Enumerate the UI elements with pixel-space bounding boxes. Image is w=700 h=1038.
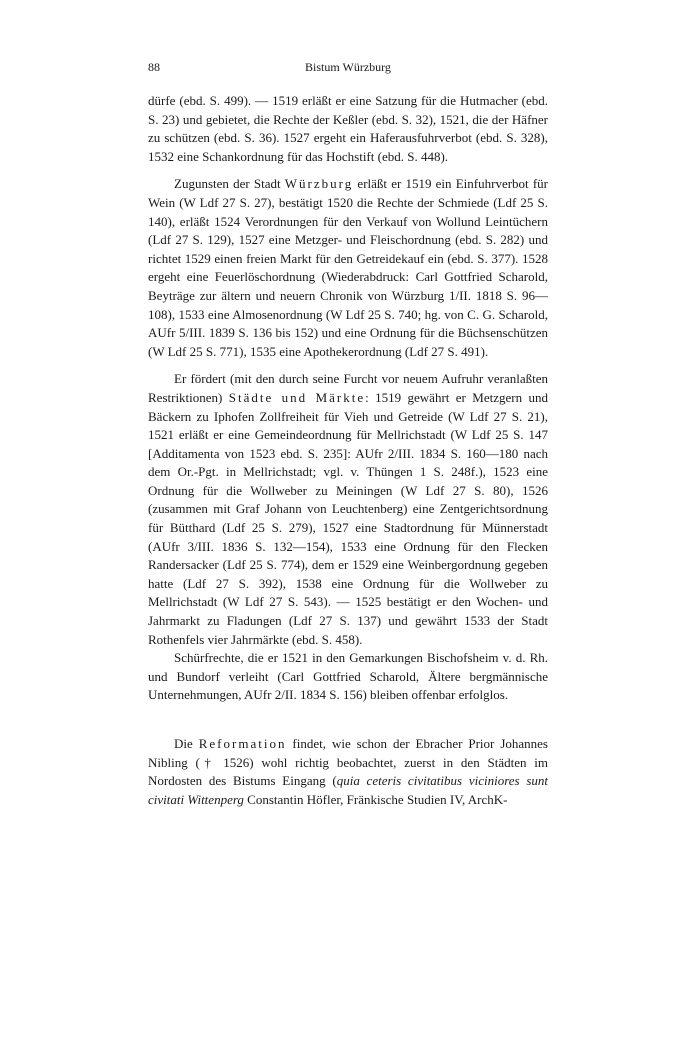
page-header — [148, 58, 548, 76]
spaced-reformation: Reformation — [198, 736, 287, 751]
paragraph-3-part-b: : 1519 gewährt er Metzgern und Bäckern zu Iphofen Zollfreiheit für Vieh und Getreide (W Ldf 27 S. 21), 1521 erläßt er eine Gemeindeordnung für Mellrichstadt (W Ldf 25 S. 147 [Additamenta von 1523 ebd. S. 235]: AUfr 2/III. 1834 S. 160—180 nach dem Or.-Pgt. in Mellrichstadt; vgl. v. Thüngen 1 S. 248f.), 1523 eine Ordnung für die Wollweber zu Meiningen (W Ldf 27 S. 80), 1526 (zusammen mit Graf Johann von Leuchtenberg) eine Zentgerichtsordnung für Bütthard (Ldf 25 S. 279), 1527 eine Stadtordnung für Münnerstadt (AUfr 3/III. 1836 S. 132—154), 1533 eine Ordnung für den Flecken Randersacker (Ldf 25 S. 774), dem er 1529 eine Weinbergordnung gegeben hatte (Ldf 27 S. 392), 1538 eine Ordnung für die Wollweber zu Mellrichstadt (W Ldf 27 S. 543). — 1525 bestätigt er den Wochen- und Jahrmarkt zu Fladungen (Ldf 27 S. 137) und gewährt 1533 der Stadt Rothenfels vier Jahrmärkte (ebd. S. 458). — [148, 389, 548, 647]
latin-quote: quia ceteris civitatibus viciniores sunt civitati Wittenperg — [148, 773, 549, 807]
paragraph-3 — [148, 370, 548, 649]
paragraph-2 — [148, 175, 548, 361]
paragraph-5-part-a: Die — [174, 736, 199, 751]
paragraph-5-part-c: Constantin Höfler, Fränkische Studien IV, ArchK- — [243, 791, 508, 807]
book-page — [148, 58, 548, 809]
paragraph-2-part-b: erläßt er 1519 ein Einfuhrverbot für Wein (W Ldf 27 S. 27), bestätigt 1520 die Rechte der Schmiede (Ldf 25 S. 140), erläßt 1524 Verordnungen für den Verkauf von Wollund Leintüchern (Ldf 27 S. 129), 1527 eine Metzger- und Fleischordnung (ebd. S. 282) und richtet 1529 einen freien Markt für den Getreidekauf ein (ebd. S. 377). 1528 ergeht eine Feuerlöschordnung (Wiederabdruck: Carl Gottfried Scharold, Beyträge zur ältern und neuern Chronik von Würzburg 1/II. 1818 S. 96—108), 1533 eine Almosenordnung (W Ldf 25 S. 740; hg. von C. G. Scharold, AUfr 5/III. 1839 S. 136 bis 152) und eine Ordnung für die Büchsenschützen (W Ldf 25 S. 771), 1535 eine Apothekerordnung (Ldf 27 S. 491). — [148, 176, 548, 359]
page-number: 88 — [148, 60, 160, 74]
paragraph-1: dürfe (ebd. S. 499). — 1519 erläßt er eine Satzung für die Hutmacher (ebd. S. 23) und gebietet, die Rechte der Keßler (ebd. S. 32), 1521, die der Häfner zu schützen (ebd. S. 36). 1527 ergeht ein Haferausfuhrverbot (ebd. S. 328), 1532 eine Schankordnung für das Hochstift (ebd. S. 448). — [148, 93, 548, 164]
paragraph-5 — [148, 735, 548, 809]
paragraph-3-part-a: Er fördert (mit den durch seine Furcht vor neuem Aufruhr veranlaßten Restriktionen) — [148, 371, 548, 405]
spaced-wuerzburg: Würzburg — [284, 176, 354, 192]
paragraph-4: Schürfrechte, die er 1521 in den Gemarkungen Bischofsheim v. d. Rh. und Bundorf verleiht (Carl Gottfried Scharold, Ältere bergmännische Unternehmungen, AUfr 2/II. 1834 S. 156) bleiben offenbar erfolglos. — [148, 650, 548, 703]
running-title: Bistum Würzburg — [305, 60, 391, 74]
spaced-staedte-maerkte: Städte und Märkte — [228, 389, 366, 405]
paragraph-2-part-a: Zugunsten der Stadt — [174, 176, 285, 192]
paragraph-5-part-b: findet, wie schon der Ebracher Prior Johannes Nibling († 1526) wohl richtig beobachtet, zuerst in den Städten im Nordosten des Bistums Eingang ( — [148, 736, 548, 789]
